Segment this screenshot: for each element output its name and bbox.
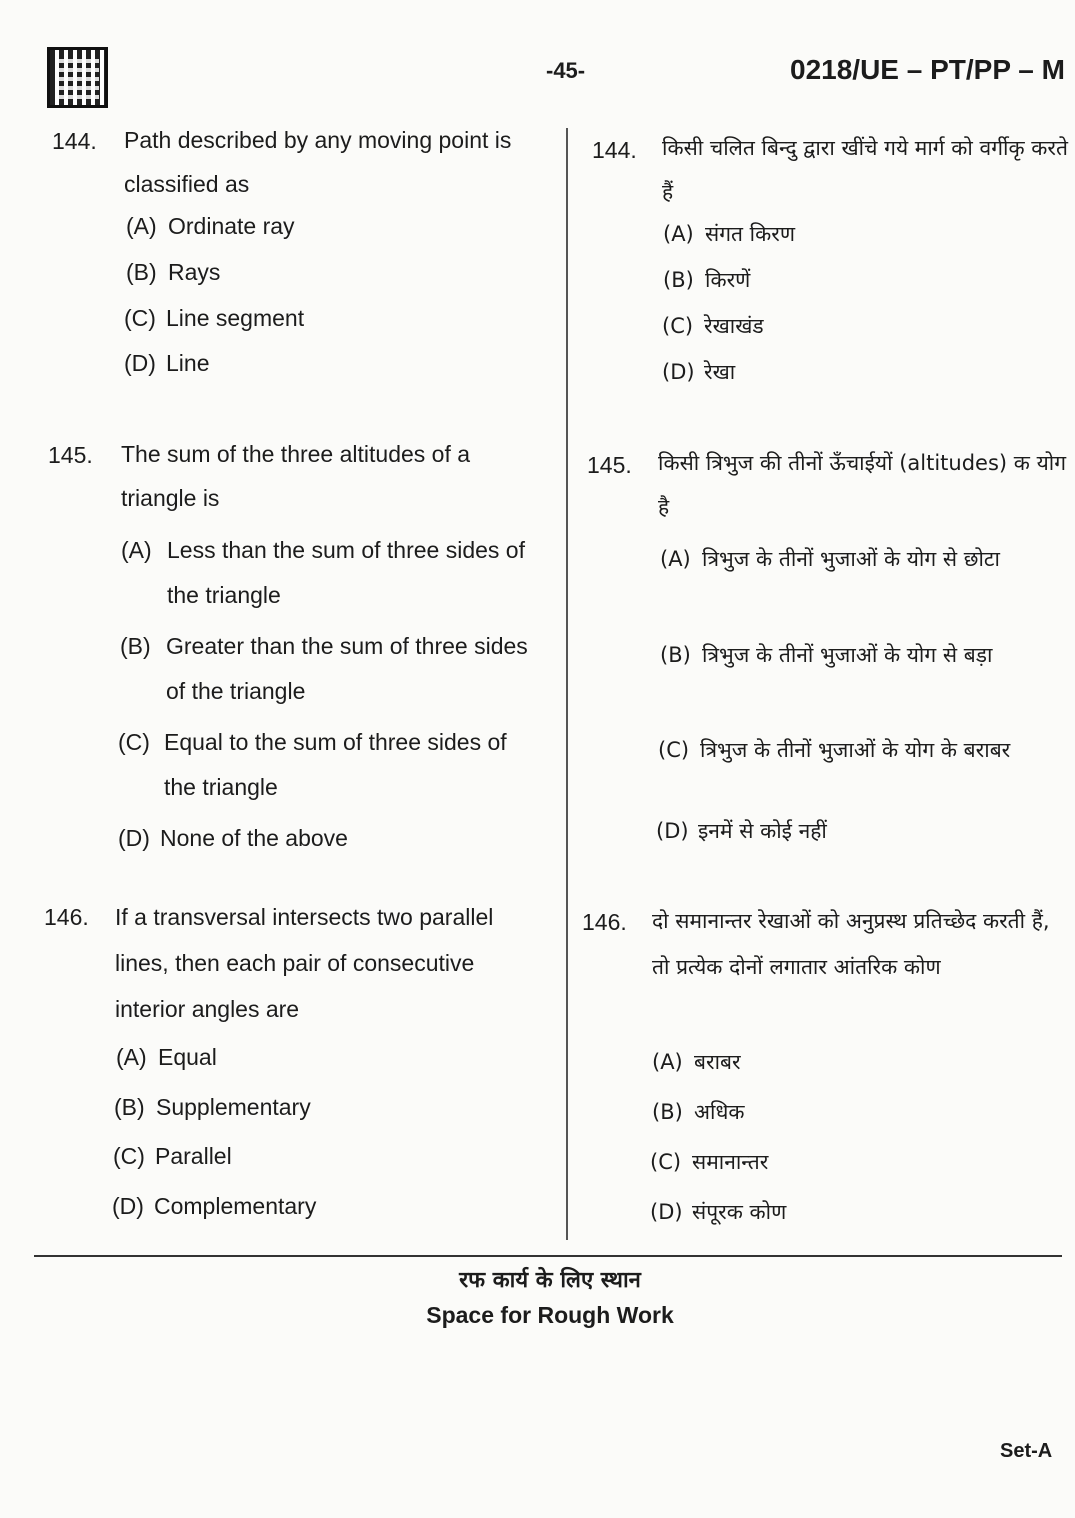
- option: [652, 1090, 745, 1135]
- option: [124, 296, 304, 341]
- option-label: (A): [652, 1050, 683, 1074]
- option-label: (B): [660, 643, 691, 667]
- option-text: अधिक: [694, 1100, 745, 1124]
- option-text: Parallel: [155, 1143, 232, 1169]
- option-label: (D): [124, 350, 156, 376]
- option-label: (B): [120, 633, 151, 659]
- option-text: त्रिभुज के तीनों भुजाओं के योग के बराबर: [700, 738, 1011, 762]
- option: [658, 728, 1010, 773]
- question-text: The sum of the three altitudes of a triangle is: [121, 441, 471, 511]
- option-text: समानान्तर: [692, 1150, 769, 1174]
- question-text: किसी चलित बिन्दु द्वारा खींचे गये मार्ग को वर्गीकृ करते हैं: [662, 136, 1068, 204]
- option-label: (B): [652, 1100, 683, 1124]
- option-label: (C): [124, 305, 156, 331]
- question-text: किसी त्रिभुज की तीनों ऊँचाईयों (altitudes) क योग है: [658, 451, 1067, 519]
- question-text: Path described by any moving point is classified as: [124, 127, 512, 197]
- option-label: (B): [114, 1094, 145, 1120]
- option: [112, 1184, 316, 1229]
- option-label: (A): [663, 222, 694, 246]
- question-number: 146.: [582, 909, 627, 935]
- option: [652, 1040, 741, 1085]
- option: [660, 537, 1000, 582]
- option-text: रेखाखंड: [704, 314, 764, 338]
- option: [663, 258, 750, 303]
- option: [662, 350, 735, 395]
- option-label: (B): [126, 259, 157, 285]
- rough-work-label-hindi: रफ कार्य के लिए स्थान: [459, 1268, 641, 1293]
- option-text: संपूरक कोण: [692, 1200, 787, 1224]
- option: [126, 204, 295, 249]
- option-text: त्रिभुज के तीनों भुजाओं के योग से छोटा: [702, 547, 1000, 571]
- rough-work-label: Space for Rough Work: [426, 1302, 674, 1328]
- option-text: Line: [166, 350, 210, 376]
- option-label: (C): [650, 1150, 682, 1174]
- option: [650, 1190, 786, 1235]
- option-text: बराबर: [694, 1050, 741, 1074]
- option-text: इनमें से कोई नहीं: [698, 819, 827, 843]
- option: [121, 528, 541, 618]
- option-text: None of the above: [160, 825, 348, 851]
- option-label: (A): [126, 213, 157, 239]
- option-text: रेखा: [704, 360, 736, 384]
- option-text: Line segment: [166, 305, 305, 331]
- option-label: (B): [663, 268, 694, 292]
- option-text: संगत किरण: [705, 222, 796, 246]
- question-number: 145.: [48, 442, 93, 468]
- option: [650, 1140, 768, 1185]
- question-number: 144.: [592, 137, 637, 163]
- option-text: Complementary: [154, 1193, 317, 1219]
- option: [662, 304, 764, 349]
- option-text: किरणें: [705, 268, 751, 292]
- option-label: (A): [116, 1044, 147, 1070]
- question-text: दो समानान्तर रेखाओं को अनुप्रस्थ प्रतिच्छेद करती हैं, तो प्रत्येक दोनों लगातार आंतरिक कोण: [652, 909, 1050, 979]
- option-label: (C): [662, 314, 694, 338]
- option: [656, 809, 827, 854]
- option-label: (D): [656, 819, 689, 843]
- option: [126, 250, 220, 295]
- option: [116, 1035, 217, 1080]
- option-label: (D): [112, 1193, 144, 1219]
- qr-code: [50, 50, 105, 105]
- option-label: (D): [662, 360, 695, 384]
- question-number: 144.: [52, 128, 97, 154]
- question-number: 145.: [587, 452, 632, 478]
- paper-code: 0218/UE – PT/PP – M: [790, 54, 1065, 85]
- option-text: Supplementary: [156, 1094, 311, 1120]
- footer-divider: [34, 1255, 1062, 1257]
- option-text: Equal to the sum of three sides of the triangle: [164, 729, 507, 800]
- option-text: Equal: [158, 1044, 217, 1070]
- option-label: (C): [113, 1143, 145, 1169]
- option-label: (A): [660, 547, 691, 571]
- option: [660, 633, 992, 678]
- question-number: 146.: [44, 904, 89, 930]
- question-text: If a transversal intersects two parallel lines, then each pair of consecutive interior angles are: [115, 904, 494, 1022]
- option-text: Less than the sum of three sides of the triangle: [167, 537, 525, 608]
- column-divider: [566, 128, 568, 1240]
- option-text: Greater than the sum of three sides of the triangle: [166, 633, 528, 704]
- option-text: Rays: [168, 259, 221, 285]
- option: [118, 720, 543, 810]
- option: [114, 1085, 311, 1130]
- option-label: (C): [118, 729, 150, 755]
- option-text: त्रिभुज के तीनों भुजाओं के योग से बड़ा: [702, 643, 993, 667]
- option-label: (D): [650, 1200, 683, 1224]
- option-label: (A): [121, 537, 152, 563]
- option: [118, 816, 348, 861]
- set-label: Set-A: [1000, 1440, 1053, 1462]
- option-text: Ordinate ray: [168, 213, 295, 239]
- option: [120, 624, 542, 714]
- option: [113, 1134, 232, 1179]
- page-number: -45-: [546, 58, 586, 83]
- option: [663, 212, 795, 257]
- option: [124, 341, 209, 386]
- option-label: (D): [118, 825, 150, 851]
- option-label: (C): [658, 738, 690, 762]
